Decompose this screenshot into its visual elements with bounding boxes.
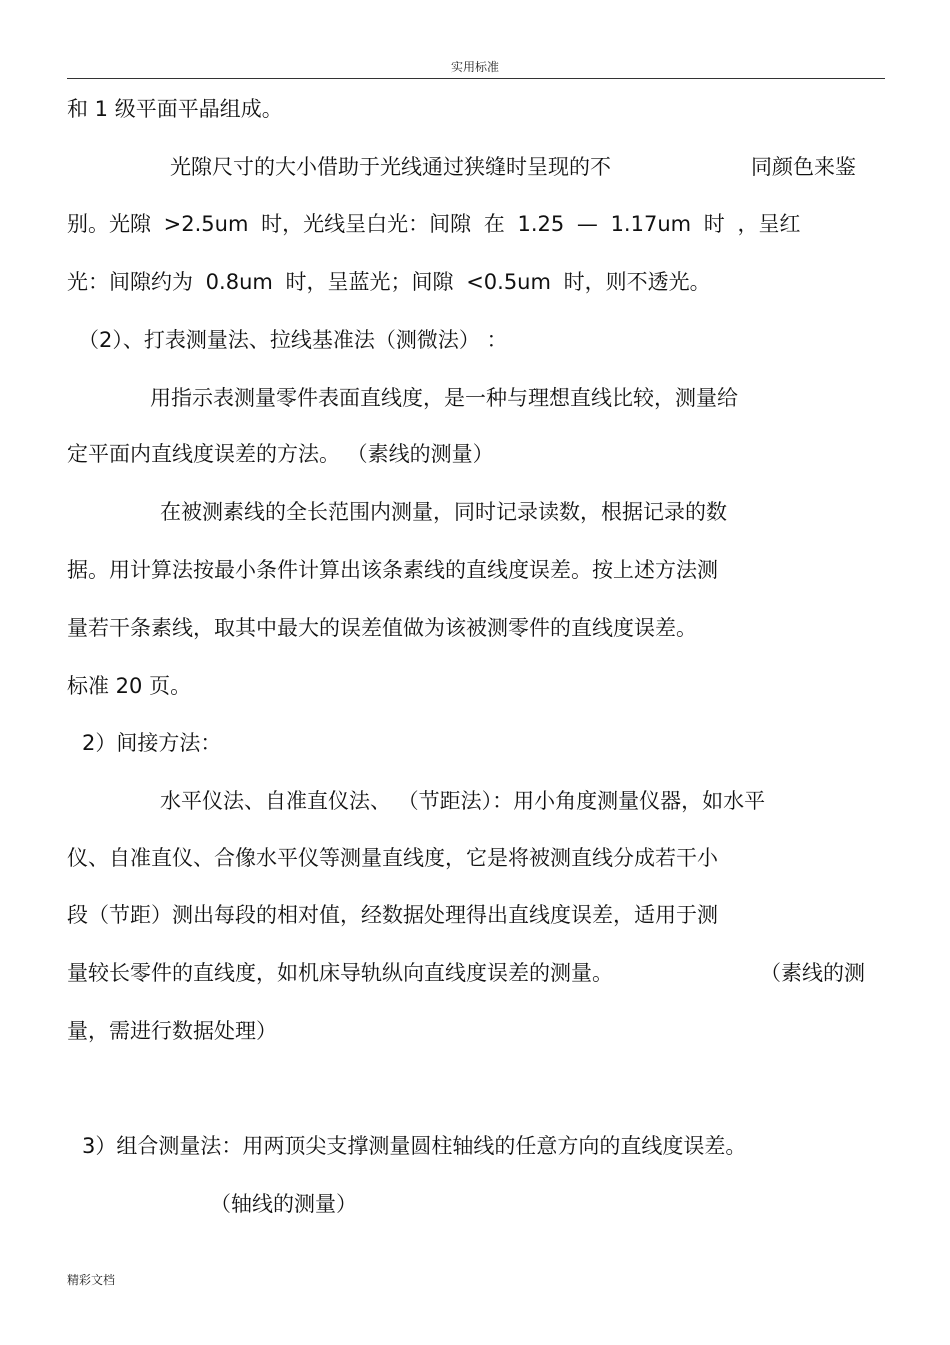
paragraph-line: （轴线的测量）	[210, 1192, 357, 1216]
section-heading: 3）组合测量法：用两顶尖支撑测量圆柱轴线的任意方向的直线度误差。	[82, 1134, 747, 1158]
paragraph-line: （素线的测	[760, 961, 865, 985]
paragraph-line: 用指示表测量零件表面直线度，是一种与理想直线比较，测量给	[150, 386, 738, 410]
paragraph-line: 段（节距）测出每段的相对值，经数据处理得出直线度误差，适用于测	[67, 903, 718, 927]
paragraph-line: 标准 20 页。	[67, 674, 192, 698]
paragraph-line: 同颜色来鉴	[751, 155, 856, 179]
page-footer: 精彩文档	[67, 1273, 116, 1287]
paragraph-line: 据。用计算法按最小条件计算出该条素线的直线度误差。按上述方法测	[67, 558, 718, 582]
paragraph-line: 定平面内直线度误差的方法。 （素线的测量）	[67, 442, 494, 466]
paragraph-line: 量较长零件的直线度，如机床导轨纵向直线度误差的测量。	[67, 961, 613, 985]
paragraph-line: 在被测素线的全长范围内测量，同时记录读数，根据记录的数	[160, 500, 727, 524]
paragraph-line: 仪、自准直仪、合像水平仪等测量直线度，它是将被测直线分成若干小	[67, 846, 718, 870]
section-heading: 2）间接方法：	[82, 731, 222, 755]
paragraph-line: 光隙尺寸的大小借助于光线通过狭缝时呈现的不	[170, 155, 611, 179]
page-header: 实用标准	[450, 60, 499, 74]
section-heading: （2）、打表测量法、拉线基准法（测微法） ：	[78, 328, 508, 352]
paragraph-line: 水平仪法、自准直仪法、 （节距法）：用小角度测量仪器，如水平	[160, 789, 766, 813]
paragraph-line: 别。光隙 >2.5um 时，光线呈白光：间隙 在 1.25 — 1.17um 时 ，呈红	[67, 212, 801, 236]
paragraph-line: 和 1 级平面平晶组成。	[67, 97, 283, 121]
paragraph-line: 量若干条素线，取其中最大的误差值做为该被测零件的直线度误差。	[67, 616, 697, 640]
paragraph-line: 光：间隙约为 0.8um 时，呈蓝光；间隙 <0.5um 时，则不透光。	[67, 270, 711, 294]
header-rule	[67, 78, 885, 79]
paragraph-line: 量，需进行数据处理）	[67, 1019, 277, 1043]
